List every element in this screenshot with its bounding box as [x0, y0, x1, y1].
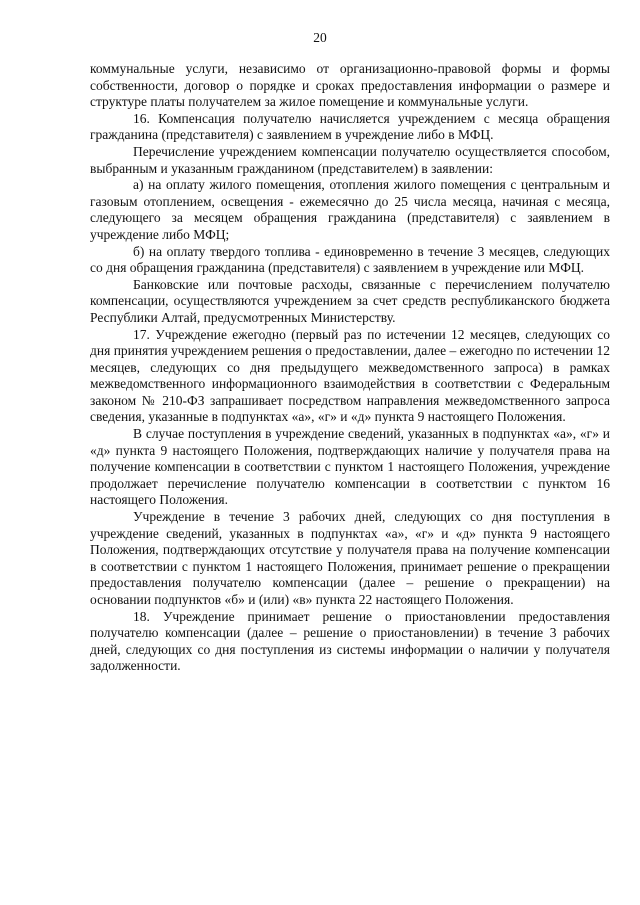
paragraph-transfer-method: Перечисление учреждением компенсации получателю осуществляется способом, выбранным и указанным гражданином (представителем) в заявлении:	[90, 143, 610, 176]
page-number: 20	[313, 30, 327, 45]
paragraph-item-16: 16. Компенсация получателю начисляется учреждением с месяца обращения гражданина (представителя) с заявлением в учреждение либо в МФЦ.	[90, 110, 610, 143]
paragraph-bank-expenses: Банковские или почтовые расходы, связанные с перечислением получателю компенсации, осуществляются учреждением за счет средств республиканского бюджета Республики Алтай, предусмотренных Министерству.	[90, 276, 610, 325]
paragraph-item-18: 18. Учреждение принимает решение о приостановлении предоставления получателю компенсации (далее – решение о приостановлении) в течение 3 рабочих дней, следующих со дня поступления из системы информации о наличии у получателя задолженности.	[90, 608, 610, 674]
paragraph-continuation: коммунальные услуги, независимо от организационно-правовой формы и формы собственности, договор о порядке и сроках предоставления информации о размере и структуре платы получателем за жилое помещение и коммунальные услуги.	[90, 61, 610, 110]
paragraph-termination-decision: Учреждение в течение 3 рабочих дней, следующих со дня поступления в учреждение сведений, указанных в подпунктах «а», «г» и «д» пункта 9 настоящего Положения, подтверждающих отсутствие у получателя права на получение компенсации в соответствии с пунктом 1 настоящего Положения, принимает решение о прекращении предоставления получателю компенсации (далее – решение о прекращении) на основании подпунктов «б» и (или) «в» пункта 22 настоящего Положения.	[90, 509, 610, 607]
paragraph-continuation-payment: В случае поступления в учреждение сведений, указанных в подпунктах «а», «г» и «д» пункта 9 настоящего Положения, подтверждающих наличие у получателя права на получение компенсации в соответствии с пунктом 1 настоящего Положения, учреждение продолжает перечисление получателю компенсации в соответствии с пунктом 16 настоящего Положения.	[90, 426, 610, 508]
document-body	[90, 61, 610, 675]
paragraph-item-17: 17. Учреждение ежегодно (первый раз по истечении 12 месяцев, следующих со дня принятия учреждением решения о предоставлении, далее – ежегодно по истечении 12 месяцев, следующих со дня предыдущего межведомственного запроса) в рамках межведомственного информационного взаимодействия в соответствии с Федеральным законом № 210-ФЗ запрашивает посредством направления межведомственного запроса сведения, указанные в подпунктах «а», «г» и «д» пункта 9 настоящего Положения.	[90, 326, 610, 425]
paragraph-subitem-a: а) на оплату жилого помещения, отопления жилого помещения с центральным и газовым отоплением, освещения - ежемесячно до 25 числа месяца, начиная с месяца, следующего за месяцем обращения гражданина (представителя) с заявлением в учреждение либо МФЦ;	[90, 177, 610, 242]
paragraph-subitem-b: б) на оплату твердого топлива - единовременно в течение 3 месяцев, следующих со дня обращения гражданина (представителя) с заявлением в учреждение или МФЦ.	[90, 243, 610, 276]
